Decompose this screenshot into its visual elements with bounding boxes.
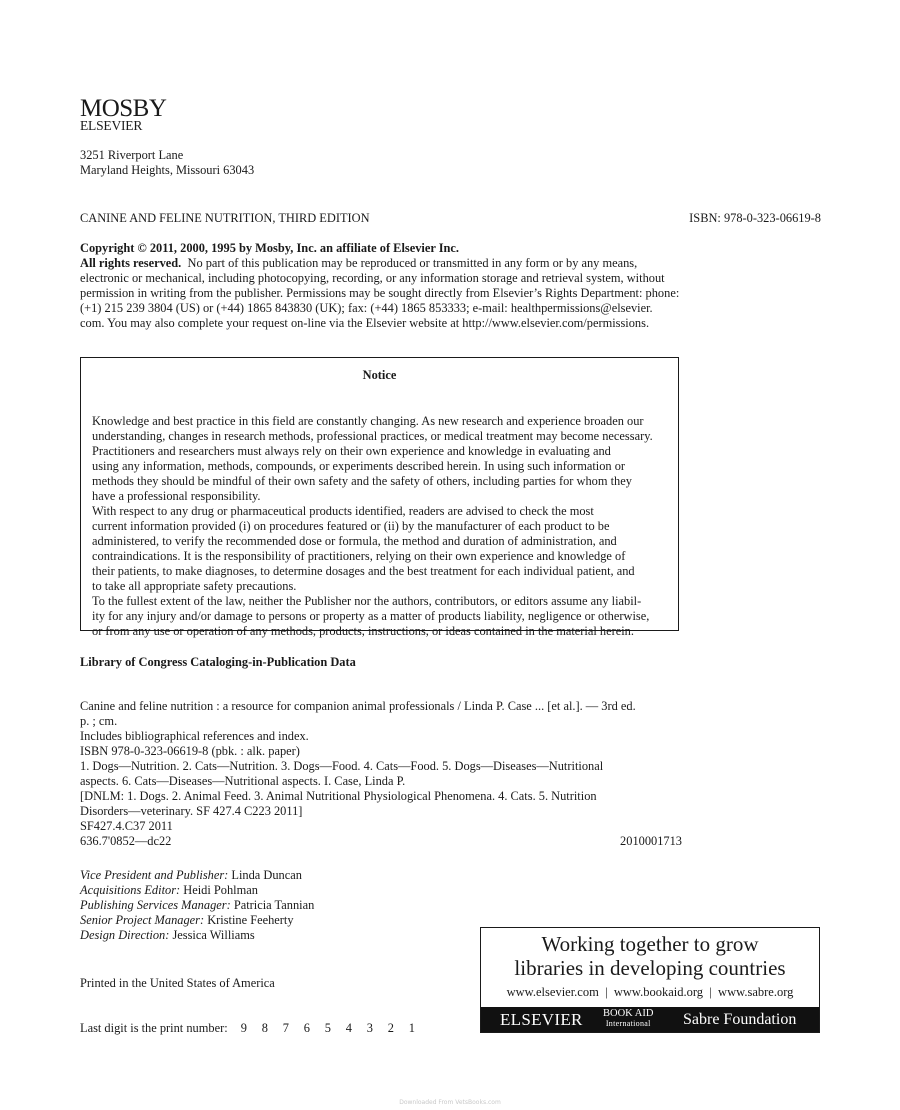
credit-role: Acquisitions Editor: [80, 883, 181, 897]
rights-line [80, 256, 682, 271]
credits-block [80, 853, 314, 943]
print-digit: 7 [282, 1021, 289, 1035]
cip-line: 636.7'0852—dc22 [80, 834, 172, 848]
credit-line [80, 868, 314, 883]
credit-name: Kristine Feeherty [204, 913, 294, 927]
rights-reserved: All rights reserved. [80, 256, 182, 270]
cip-heading: Library of Congress Cataloging-in-Publication Data [80, 655, 356, 669]
print-digit: 9 [240, 1021, 247, 1035]
cip-line: [DNLM: 1. Dogs. 2. Animal Feed. 3. Animal Nutritional Physiological Phenomena. 4. Cats. 5. Nutrition [80, 789, 597, 803]
notice-line: have a professional responsibility. [92, 489, 261, 503]
copyright-block [80, 241, 682, 331]
notice-line: their patients, to make diagnoses, to determine dosages and the best treatment for each individual patient, and [92, 564, 635, 578]
address-line: Maryland Heights, Missouri 63043 [80, 163, 255, 177]
credit-name: Heidi Pohlman [180, 883, 258, 897]
notice-line: or from any use or operation of any methods, products, instructions, or ideas contained in the material herein. [92, 624, 634, 638]
credit-name: Linda Duncan [228, 868, 302, 882]
credit-name: Patricia Tannian [230, 898, 315, 912]
notice-title: Notice [362, 368, 397, 382]
print-digit: 4 [345, 1021, 352, 1035]
credit-role: Publishing Services Manager: [80, 898, 231, 912]
mosby-logo: MOSBY [80, 95, 167, 122]
notice-line: To the fullest extent of the law, neither the Publisher nor the authors, contributors, or editors assume any liabil- [92, 594, 642, 608]
cip-block [80, 684, 682, 849]
notice-line: to take all appropriate safety precautions. [92, 579, 297, 593]
notice-line: Practitioners and researchers must always rely on their own experience and knowledge in evaluating and [92, 444, 611, 458]
cip-line: Includes bibliographical references and index. [80, 729, 309, 743]
print-digit: 6 [303, 1021, 310, 1035]
print-digit: 2 [387, 1021, 394, 1035]
cip-line: aspects. 6. Cats—Diseases—Nutritional aspects. I. Case, Linda P. [80, 774, 406, 788]
bookaid-logo-sub: International [605, 1019, 651, 1028]
credit-role: Design Direction: [80, 928, 170, 942]
book-isbn: ISBN: 978-0-323-06619-8 [689, 211, 821, 225]
notice-line: administered, to verify the recommended dose or formula, the method and duration of administration, and [92, 534, 617, 548]
notice-line: understanding, changes in research methods, professional practices, or medical treatment may become necessary. [92, 429, 653, 443]
book-aid-box [480, 927, 820, 1033]
notice-line: current information provided (i) on procedures featured or (ii) by the manufacturer of each product to be [92, 519, 610, 533]
printed-in: Printed in the United States of America [80, 976, 275, 990]
book-title-row [80, 211, 821, 226]
book-title: CANINE AND FELINE NUTRITION, THIRD EDITION [80, 211, 370, 225]
rights-text: No part of this publication may be reproduced or transmitted in any form or by any means, [181, 256, 638, 270]
print-digit: 8 [261, 1021, 268, 1035]
credit-line [80, 883, 314, 898]
slogan-line: Working together to grow [541, 932, 759, 956]
cip-line: SF427.4.C37 2011 [80, 819, 173, 833]
copyright-text-line: com. You may also complete your request on-line via the Elsevier website at http://www.elsevier.com/permissions. [80, 316, 650, 330]
copyright-line: Copyright © 2011, 2000, 1995 by Mosby, Inc. an affiliate of Elsevier Inc. [80, 241, 460, 255]
cip-line: p. ; cm. [80, 714, 118, 728]
print-number-digits [241, 1021, 430, 1035]
credit-line [80, 898, 314, 913]
notice-line: ity for any injury and/or damage to persons or property as a matter of products liability, negligence or otherwise, [92, 609, 650, 623]
download-watermark: Downloaded From VetsBooks.com [399, 1099, 501, 1106]
slogan-line: libraries in developing countries [514, 956, 786, 980]
copyright-text-line: electronic or mechanical, including photocopying, recording, or any information storage and retrieval system, without [80, 271, 665, 285]
print-digit: 1 [408, 1021, 415, 1035]
elsevier-logo-text: ELSEVIER [80, 118, 143, 133]
print-number-label: Last digit is the print number: [80, 1021, 228, 1035]
lccn-number: 2010001713 [620, 834, 682, 848]
credit-role: Senior Project Manager: [80, 913, 205, 927]
copyright-text-line: (+1) 215 239 3804 (US) or (+44) 1865 843830 (UK); fax: (+44) 1865 853333; e-mail: healthpermissions@elsevier. [80, 301, 653, 315]
credit-role: Vice President and Publisher: [80, 868, 229, 882]
cip-line: 1. Dogs—Nutrition. 2. Cats—Nutrition. 3. Dogs—Food. 4. Cats—Food. 5. Dogs—Diseases—Nutritional [80, 759, 604, 773]
book-aid-slogan [481, 932, 819, 980]
credit-name: Jessica Williams [169, 928, 255, 942]
notice-body [92, 399, 672, 639]
publisher-address [80, 148, 254, 178]
notice-line: using any information, methods, compounds, or experiments described herein. In using such information or [92, 459, 626, 473]
sabre-foundation-logo: Sabre Foundation [683, 1011, 797, 1028]
cip-line-dewey [80, 834, 682, 849]
bookaid-logo-top: BOOK AID [603, 1008, 654, 1019]
print-digit: 5 [324, 1021, 331, 1035]
notice-line: Knowledge and best practice in this field are constantly changing. As new research and experience broaden our [92, 414, 644, 428]
elsevier-band-logo: ELSEVIER [500, 1010, 583, 1029]
notice-line: contraindications. It is the responsibility of practitioners, relying on their own experience and knowledge of [92, 549, 626, 563]
credit-line [80, 913, 314, 928]
book-aid-logo-band [481, 1007, 819, 1032]
bookaid-international-logo [603, 1009, 653, 1028]
print-digit: 3 [366, 1021, 373, 1035]
credit-line [80, 928, 314, 943]
book-aid-urls: www.elsevier.com | www.bookaid.org | www.sabre.org [506, 985, 794, 999]
notice-box [80, 357, 679, 638]
cip-line: ISBN 978-0-323-06619-8 (pbk. : alk. paper) [80, 744, 300, 758]
print-number-line [80, 1021, 430, 1036]
notice-line: With respect to any drug or pharmaceutical products identified, readers are advised to check the most [92, 504, 594, 518]
notice-line: methods they should be mindful of their own safety and the safety of others, including parties for whom they [92, 474, 632, 488]
copyright-text-line: permission in writing from the publisher. Permissions may be sought directly from Elsevier’s Rights Department: phone: [80, 286, 680, 300]
address-line: 3251 Riverport Lane [80, 148, 184, 162]
cip-line: Canine and feline nutrition : a resource for companion animal professionals / Linda P. Case ... [et al.]. — 3rd ed. [80, 699, 636, 713]
cip-line: Disorders—veterinary. SF 427.4 C223 2011] [80, 804, 303, 818]
